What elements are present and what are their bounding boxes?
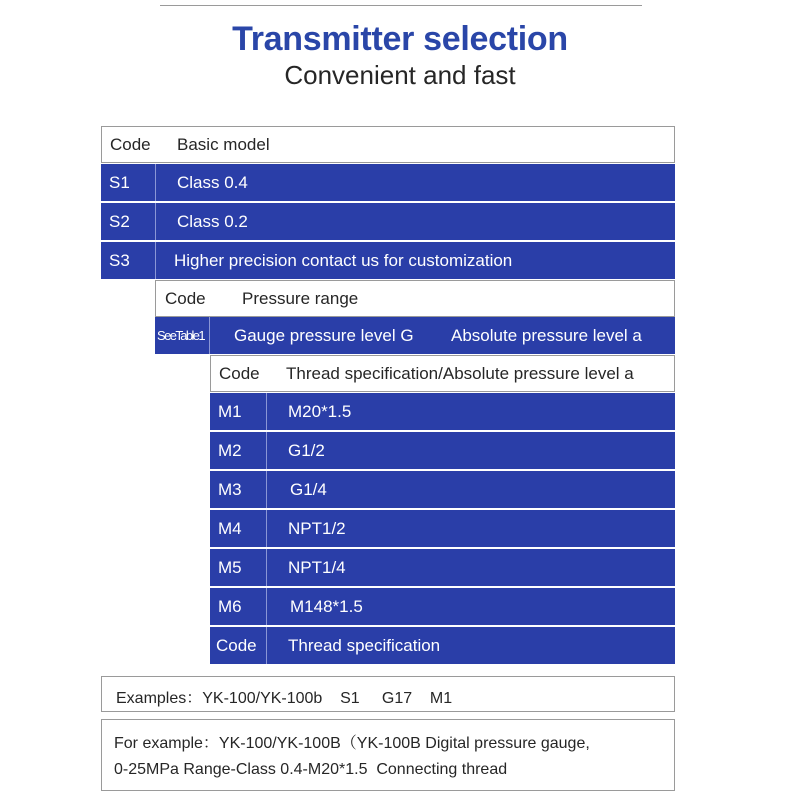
top-divider-line [160, 5, 642, 6]
cell-divider [155, 242, 156, 279]
thread-row-m4 [210, 510, 675, 547]
cell-divider [266, 471, 267, 508]
basic-header-code: Code [110, 134, 151, 154]
row-code: M6 [218, 596, 242, 616]
row-label: M148*1.5 [290, 596, 363, 616]
examples-text: Examples：YK-100/YK-100b S1 G17 M1 [116, 690, 453, 707]
thread-row-m6 [210, 588, 675, 625]
absolute-pressure-label: Absolute pressure level a [451, 325, 642, 345]
thread-footer-row [210, 627, 675, 664]
page-title: Transmitter selection [232, 20, 568, 58]
pressure-range-row [155, 317, 675, 354]
row-label: G1/2 [288, 440, 325, 460]
row-code: M4 [218, 518, 242, 538]
row-label: NPT1/2 [288, 518, 346, 538]
see-table-code: SeeTable1 [157, 328, 205, 343]
thread-header-code: Code [219, 363, 260, 383]
basic-model-header [101, 126, 675, 163]
row-code: M3 [218, 479, 242, 499]
row-code: M1 [218, 401, 242, 421]
cell-divider [155, 203, 156, 240]
row-label: NPT1/4 [288, 557, 346, 577]
row-code: S1 [109, 172, 130, 192]
thread-header-label: Thread specification/Absolute pressure level a [286, 363, 634, 383]
cell-divider [266, 510, 267, 547]
cell-divider [266, 588, 267, 625]
cell-divider [209, 317, 210, 354]
row-code: S2 [109, 211, 130, 231]
thread-spec-header [210, 355, 675, 392]
basic-row-s1 [101, 164, 675, 201]
basic-row-s2 [101, 203, 675, 240]
basic-header-label: Basic model [177, 134, 270, 154]
row-label: Higher precision contact us for customization [174, 250, 513, 270]
row-code: Code [216, 635, 257, 655]
thread-row-m2 [210, 432, 675, 469]
pressure-header-label: Pressure range [242, 288, 359, 308]
thread-row-m5 [210, 549, 675, 586]
gauge-pressure-label: Gauge pressure level G [234, 325, 414, 345]
pressure-header-code: Code [165, 288, 206, 308]
thread-row-m1 [210, 393, 675, 430]
cell-divider [266, 393, 267, 430]
basic-row-s3 [101, 242, 675, 279]
row-label: G1/4 [290, 479, 327, 499]
row-code: S3 [109, 250, 130, 270]
examples-box [101, 676, 675, 712]
row-label: Thread specification [288, 635, 441, 655]
pressure-range-header [155, 280, 675, 317]
example-detail-box [101, 719, 675, 791]
row-label: Class 0.4 [177, 172, 248, 192]
row-label: Class 0.2 [177, 211, 248, 231]
cell-divider [155, 164, 156, 201]
cell-divider [266, 432, 267, 469]
page-subtitle: Convenient and fast [284, 60, 516, 90]
row-label: M20*1.5 [288, 401, 352, 421]
example-detail-line2: 0-25MPa Range-Class 0.4-M20*1.5 Connecting thread [114, 761, 508, 778]
cell-divider [266, 549, 267, 586]
row-code: M2 [218, 440, 242, 460]
example-detail-line1: For example：YK-100/YK-100B（YK-100B Digital pressure gauge, [114, 735, 590, 752]
thread-row-m3 [210, 471, 675, 508]
row-code: M5 [218, 557, 242, 577]
cell-divider [266, 627, 267, 664]
